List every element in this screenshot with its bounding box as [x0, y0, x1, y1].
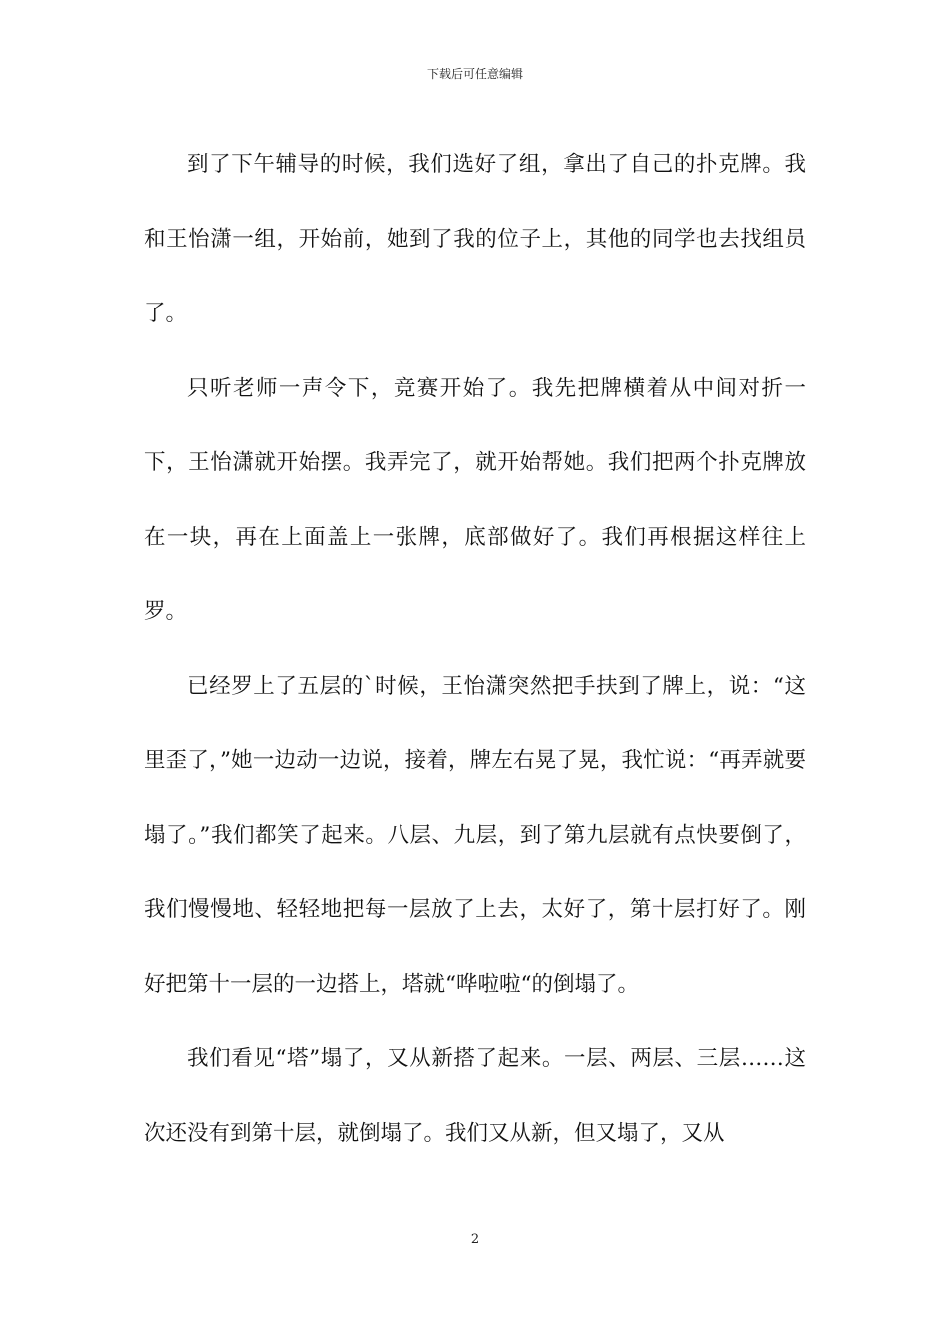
paragraph-4: 我们看见“塔”塌了，又从新搭了起来。一层、两层、三层……这次还没有到第十层，就倒塌了。我们又从新，但又塌了，又从 [144, 1046, 806, 1146]
paragraph-2: 只听老师一声令下，竞赛开始了。我先把牌横着从中间对折一下，王怡潇就开始摆。我弄完了，就开始帮她。我们把两个扑克牌放在一块，再在上面盖上一张牌，底部做好了。我们再根据这样往上罗。 [144, 375, 806, 624]
page-header: 下载后可任意编辑 [426, 67, 523, 81]
paragraph-3: 已经罗上了五层的`时候，王怡潇突然把手扶到了牌上，说：“这里歪了，”她一边动一边说，接着，牌左右晃了晃，我忙说：“再弄就要塌了。”我们都笑了起来。八层、九层，到了第九层就有点快要倒了，我们慢慢地、轻轻地把每一层放了上去，太好了，第十层打好了。刚好把第十一层的一边搭上，塔就“哗啦啦“的倒塌了。 [144, 673, 806, 997]
paragraph-1: 到了下午辅导的时候，我们选好了组，拿出了自己的扑克牌。我和王怡潇一组，开始前，她到了我的位子上，其他的同学也去找组员了。 [144, 152, 806, 326]
page-number: 2 [470, 1232, 480, 1247]
document-body [144, 128, 806, 1171]
